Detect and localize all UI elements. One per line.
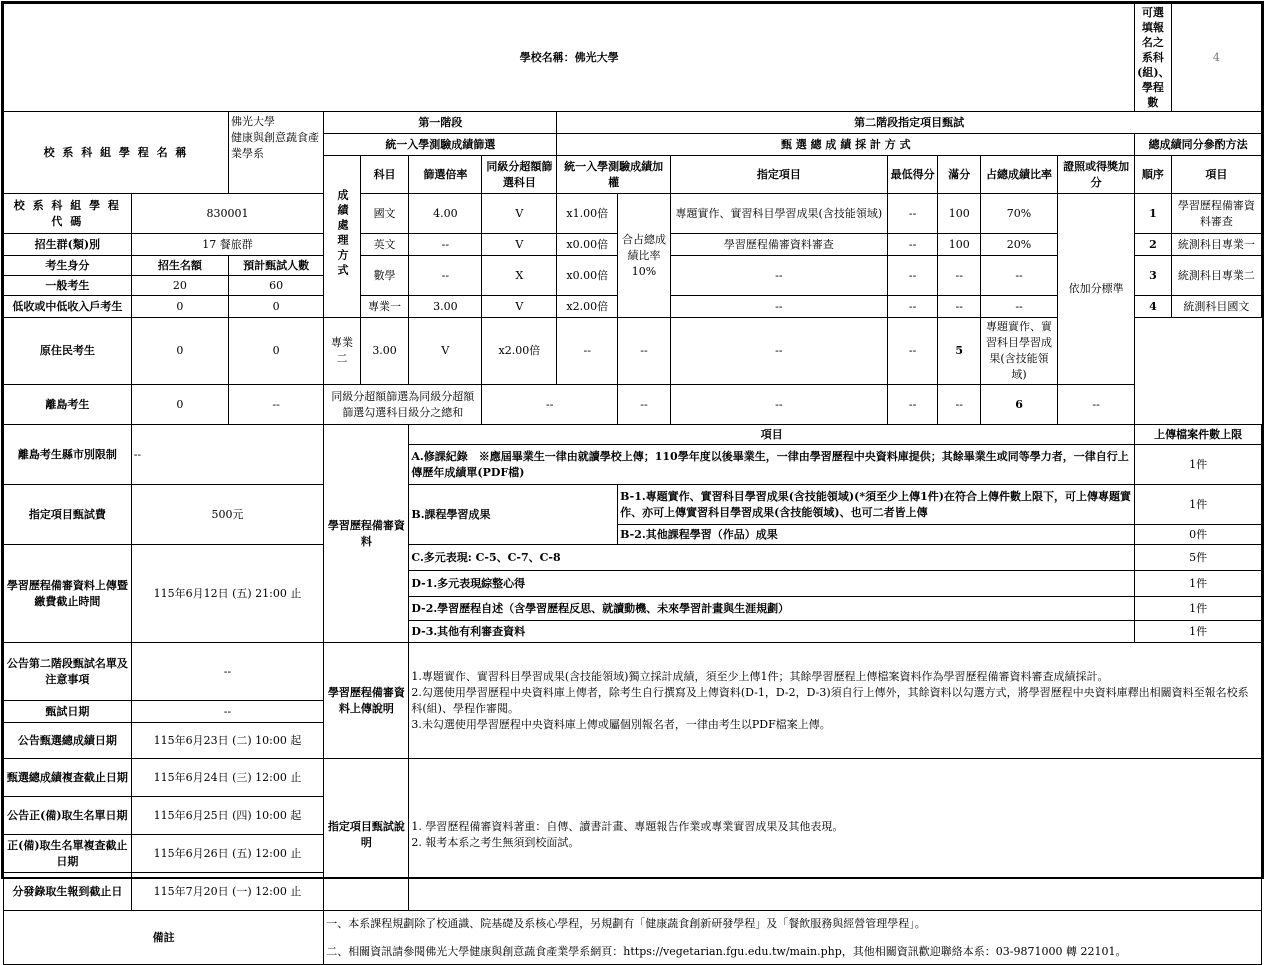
tie-order: 3 — [1135, 256, 1171, 296]
portfolio-label: 學習歷程備審資料 — [324, 425, 409, 643]
portfolio-limit-c: 5件 — [1135, 545, 1262, 571]
designated-item: -- — [670, 256, 887, 296]
col-min-score: 最低得分 — [887, 156, 938, 194]
dept-name — [229, 112, 324, 194]
exam-note-2: 2. 報考本系之考生無須到校面試。 — [411, 835, 580, 849]
screen-ratio: -- — [409, 234, 482, 256]
tie-item: 統測科目專業一 — [1171, 234, 1261, 256]
min-score: -- — [670, 385, 887, 425]
expected-value: 60 — [229, 276, 324, 296]
schedule-label: 甄選總成績複查截止日期 — [4, 759, 132, 797]
min-score: -- — [887, 296, 938, 318]
schedule-value: 115年6月12日 (五) 21:00 止 — [131, 545, 324, 643]
quota-value: 0 — [131, 296, 228, 318]
exam-label: 指定項目甄試說明 — [324, 759, 409, 911]
stage2-title: 第二階段指定項目甄試 — [557, 112, 1262, 134]
group-label: 招生群(類)別 — [4, 234, 132, 256]
tie-screen-mark: V — [482, 194, 557, 234]
quota-value: 0 — [131, 318, 228, 385]
expected-value: 0 — [229, 318, 324, 385]
portfolio-item-b: B.課程學習成果 — [409, 485, 618, 545]
min-score: -- — [887, 256, 938, 296]
score-ratio: -- — [938, 385, 981, 425]
schedule-label: 正(備)取生名單複查截止日期 — [4, 835, 132, 873]
score-ratio: -- — [887, 318, 938, 385]
full-score: 100 — [938, 234, 981, 256]
stage2-subtitle: 甄 選 總 成 績 採 計 方 式 — [557, 134, 1135, 156]
table-row: 英文 — [360, 234, 409, 256]
remarks-notes — [324, 911, 1262, 965]
col-designated-item: 指定項目 — [670, 156, 887, 194]
screen-ratio: 3.00 — [360, 318, 409, 385]
weight-share: 合占總成績比率10% — [618, 194, 671, 318]
selectable-count-value: 4 — [1171, 4, 1261, 112]
screen-ratio: -- — [409, 256, 482, 296]
schedule-label: 甄試日期 — [4, 701, 132, 723]
schedule-label: 離島考生縣市別限制 — [4, 425, 132, 485]
portfolio-limit-b2: 0件 — [1135, 525, 1262, 545]
expected-value: 0 — [229, 296, 324, 318]
upload-note-1: 1.專題實作、實習科目學習成果(含技能領域)獨立採計成績，須至少上傳1件；其餘學習歷程上傳檔案資料作為學習歷程備審資料審查成績採計。 — [411, 669, 1109, 683]
portfolio-item-a: A.修課紀錄 ※應屆畢業生一律由就讀學校上傳；110學年度以後畢業生，一律由學習歷程中央資料庫提供；其餘畢業生或同等學力者，一律自行上傳歷年成績單(PDF檔) — [409, 445, 1135, 485]
portfolio-col-limit: 上傳檔案件數上限 — [1135, 425, 1262, 445]
table-row: 國文 — [360, 194, 409, 234]
department-name: 健康與創意蔬食產業學系 — [231, 131, 319, 160]
identity-indigenous: 原住民考生 — [4, 318, 132, 385]
min-score: -- — [887, 234, 938, 256]
stage1-title: 第一階段 — [324, 112, 557, 134]
portfolio-item-d3: D-3.其他有利審查資料 — [409, 621, 1135, 643]
schedule-value: 500元 — [131, 485, 324, 545]
schedule-label: 指定項目甄試費 — [4, 485, 132, 545]
identity-general: 一般考生 — [4, 276, 132, 296]
identity-low-income: 低收或中低收入戶考生 — [4, 296, 132, 318]
tie-screen-mark: V — [482, 296, 557, 318]
col-tie-item: 項目 — [1171, 156, 1261, 194]
col-screen-ratio: 篩選倍率 — [409, 156, 482, 194]
col-tie-screen: 同級分超額篩選科目 — [482, 156, 557, 194]
col-score-ratio: 占總成績比率 — [981, 156, 1058, 194]
score-ratio: -- — [981, 256, 1058, 296]
weight-value: x0.00倍 — [557, 234, 618, 256]
schedule-value: -- — [131, 425, 324, 485]
tie-order: 6 — [981, 385, 1058, 425]
schedule-value: 115年6月26日 (五) 12:00 止 — [131, 835, 324, 873]
tie-screen-note: 同級分超額篩選為同級分超額篩選勾選科目級分之總和 — [324, 385, 482, 425]
col-bonus: 證照或得獎加分 — [1058, 156, 1135, 194]
portfolio-limit-d2: 1件 — [1135, 597, 1262, 621]
tie-order: 5 — [938, 318, 981, 385]
stage1-subtitle: 統一入學測驗成績篩選 — [324, 134, 557, 156]
group-value: 17 餐旅群 — [131, 234, 324, 256]
score-method-label: 成績處理方式 — [324, 156, 360, 318]
tie-item: 統測科目專業二 — [1171, 256, 1261, 296]
admission-table — [3, 3, 1262, 965]
col-identity: 考生身分 — [4, 256, 132, 276]
tie-item: 統測科目國文 — [1171, 296, 1261, 318]
schedule-label: 公告甄選總成績日期 — [4, 723, 132, 759]
schedule-value: 115年7月20日 (一) 12:00 止 — [131, 873, 324, 911]
score-ratio: 20% — [981, 234, 1058, 256]
col-quota: 招生名額 — [131, 256, 228, 276]
remarks-label: 備註 — [4, 911, 324, 965]
upload-label: 學習歷程備審資料上傳說明 — [324, 643, 409, 759]
dept-code-label: 校 系 科 組 學 程 代 碼 — [4, 194, 132, 234]
col-weight: 統一入學測驗成績加權 — [557, 156, 671, 194]
table-row: 專業二 — [324, 318, 360, 385]
tie-order: 2 — [1135, 234, 1171, 256]
school-name: 學校名稱：佛光大學 — [4, 4, 1135, 112]
tie-screen-mark: V — [409, 318, 482, 385]
upload-note-3: 3.未勾選使用學習歷程中央資料庫上傳或屬個別報名者，一律由考生以PDF檔案上傳。 — [411, 717, 831, 731]
upload-notes — [409, 643, 1262, 759]
weight-value: x2.00倍 — [482, 318, 557, 385]
col-tie-order: 順序 — [1135, 156, 1171, 194]
score-ratio: 70% — [981, 194, 1058, 234]
bonus-value: 依加分標準 — [1058, 194, 1135, 385]
table-row: 專業一 — [360, 296, 409, 318]
designated-item: -- — [618, 385, 671, 425]
weight-value: x1.00倍 — [557, 194, 618, 234]
school-short-name: 佛光大學 — [231, 115, 275, 128]
tie-title: 總成績同分參酌方法 — [1135, 134, 1262, 156]
expected-value: -- — [229, 385, 324, 425]
designated-item: 學習歷程備審資料審查 — [670, 234, 887, 256]
tie-screen-mark: X — [482, 256, 557, 296]
identity-offshore: 離島考生 — [4, 385, 132, 425]
weight-value: x0.00倍 — [557, 256, 618, 296]
col-expected: 預計甄試人數 — [229, 256, 324, 276]
tie-item: 學習歷程備審資料審查 — [1171, 194, 1261, 234]
col-subject: 科目 — [360, 156, 409, 194]
screen-ratio: 4.00 — [409, 194, 482, 234]
designated-item: -- — [557, 318, 618, 385]
quota-value: 20 — [131, 276, 228, 296]
portfolio-item-c: C.多元表現: C-5、C-7、C-8 — [409, 545, 1135, 571]
portfolio-item-d1: D-1.多元表現綜整心得 — [409, 571, 1135, 597]
remark-1: 一、本系課程規劃除了校通識、院基礎及系核心學程，另規劃有「健康蔬食創新研發學程」及「餐飲服務與經營管理學程」。 — [326, 916, 926, 930]
screen-ratio: 3.00 — [409, 296, 482, 318]
tie-screen-mark: V — [482, 234, 557, 256]
full-score: -- — [887, 385, 938, 425]
exam-notes — [409, 759, 1262, 911]
min-score: -- — [887, 194, 938, 234]
tie-item: 專題實作、實習科目學習成果(含技能領域) — [981, 318, 1058, 385]
portfolio-item-d2: D-2.學習歷程自述（含學習歷程反思、就讀動機、未來學習計畫與生涯規劃） — [409, 597, 1135, 621]
portfolio-col-item: 項目 — [409, 425, 1135, 445]
schedule-label: 公告第二階段甄試名單及注意事項 — [4, 643, 132, 701]
full-score: 100 — [938, 194, 981, 234]
selectable-count-label: 可選填報名之系科(組)、學程數 — [1135, 4, 1171, 112]
full-score: -- — [938, 256, 981, 296]
portfolio-limit-d1: 1件 — [1135, 571, 1262, 597]
weight-value: x2.00倍 — [557, 296, 618, 318]
weight-value: -- — [482, 385, 618, 425]
full-score: -- — [670, 318, 887, 385]
dept-name-label: 校 系 科 組 學 程 名 稱 — [4, 112, 229, 194]
col-full-score: 滿分 — [938, 156, 981, 194]
portfolio-item-b2: B-2.其他課程學習（作品）成果 — [618, 525, 1135, 545]
schedule-label: 學習歷程備審資料上傳暨繳費截止時間 — [4, 545, 132, 643]
remark-2: 二、相關資訊請參閱佛光大學健康與創意蔬食產業學系網頁：https://vegetarian.fgu.edu.tw/main.php，其他相關資訊歡迎聯絡本系：03-9871000 轉 22101。 — [326, 944, 1127, 958]
portfolio-limit-b1: 1件 — [1135, 485, 1262, 525]
tie-item: -- — [1058, 385, 1135, 425]
schedule-value: -- — [131, 701, 324, 723]
schedule-value: -- — [131, 643, 324, 701]
min-score: -- — [618, 318, 671, 385]
exam-note-1: 1. 學習歷程備審資料著重：自傳、讀書計畫、專題報告作業或專業實習成果及其他表現。 — [411, 819, 844, 833]
designated-item: -- — [670, 296, 887, 318]
schedule-value: 115年6月25日 (四) 10:00 起 — [131, 797, 324, 835]
designated-item: 專題實作、實習科目學習成果(含技能領域) — [670, 194, 887, 234]
score-ratio: -- — [981, 296, 1058, 318]
tie-order: 4 — [1135, 296, 1171, 318]
schedule-label: 公告正(備)取生名單日期 — [4, 797, 132, 835]
schedule-label: 分發錄取生報到截止日 — [4, 873, 132, 911]
dept-code: 830001 — [131, 194, 324, 234]
portfolio-limit-d3: 1件 — [1135, 621, 1262, 643]
upload-note-2: 2.勾選使用學習歷程中央資料庫上傳者，除考生自行撰寫及上傳資料(D-1，D-2，D-3)須自行上傳外，其餘資料以勾選方式，將學習歷程中央資料庫釋出相關資料至報名校系科(組)、學程作審閱。 — [411, 685, 1249, 715]
schedule-value: 115年6月23日 (二) 10:00 起 — [131, 723, 324, 759]
schedule-value: 115年6月24日 (三) 12:00 止 — [131, 759, 324, 797]
tie-order: 1 — [1135, 194, 1171, 234]
portfolio-limit-a: 1件 — [1135, 445, 1262, 485]
quota-value: 0 — [131, 385, 228, 425]
full-score: -- — [938, 296, 981, 318]
table-row: 數學 — [360, 256, 409, 296]
portfolio-item-b1: B-1.專題實作、實習科目學習成果(含技能領域)(*須至少上傳1件)在符合上傳件數上限下，可上傳專題實作、亦可上傳實習科目學習成果(含技能領域)、也可二者皆上傳 — [618, 485, 1135, 525]
